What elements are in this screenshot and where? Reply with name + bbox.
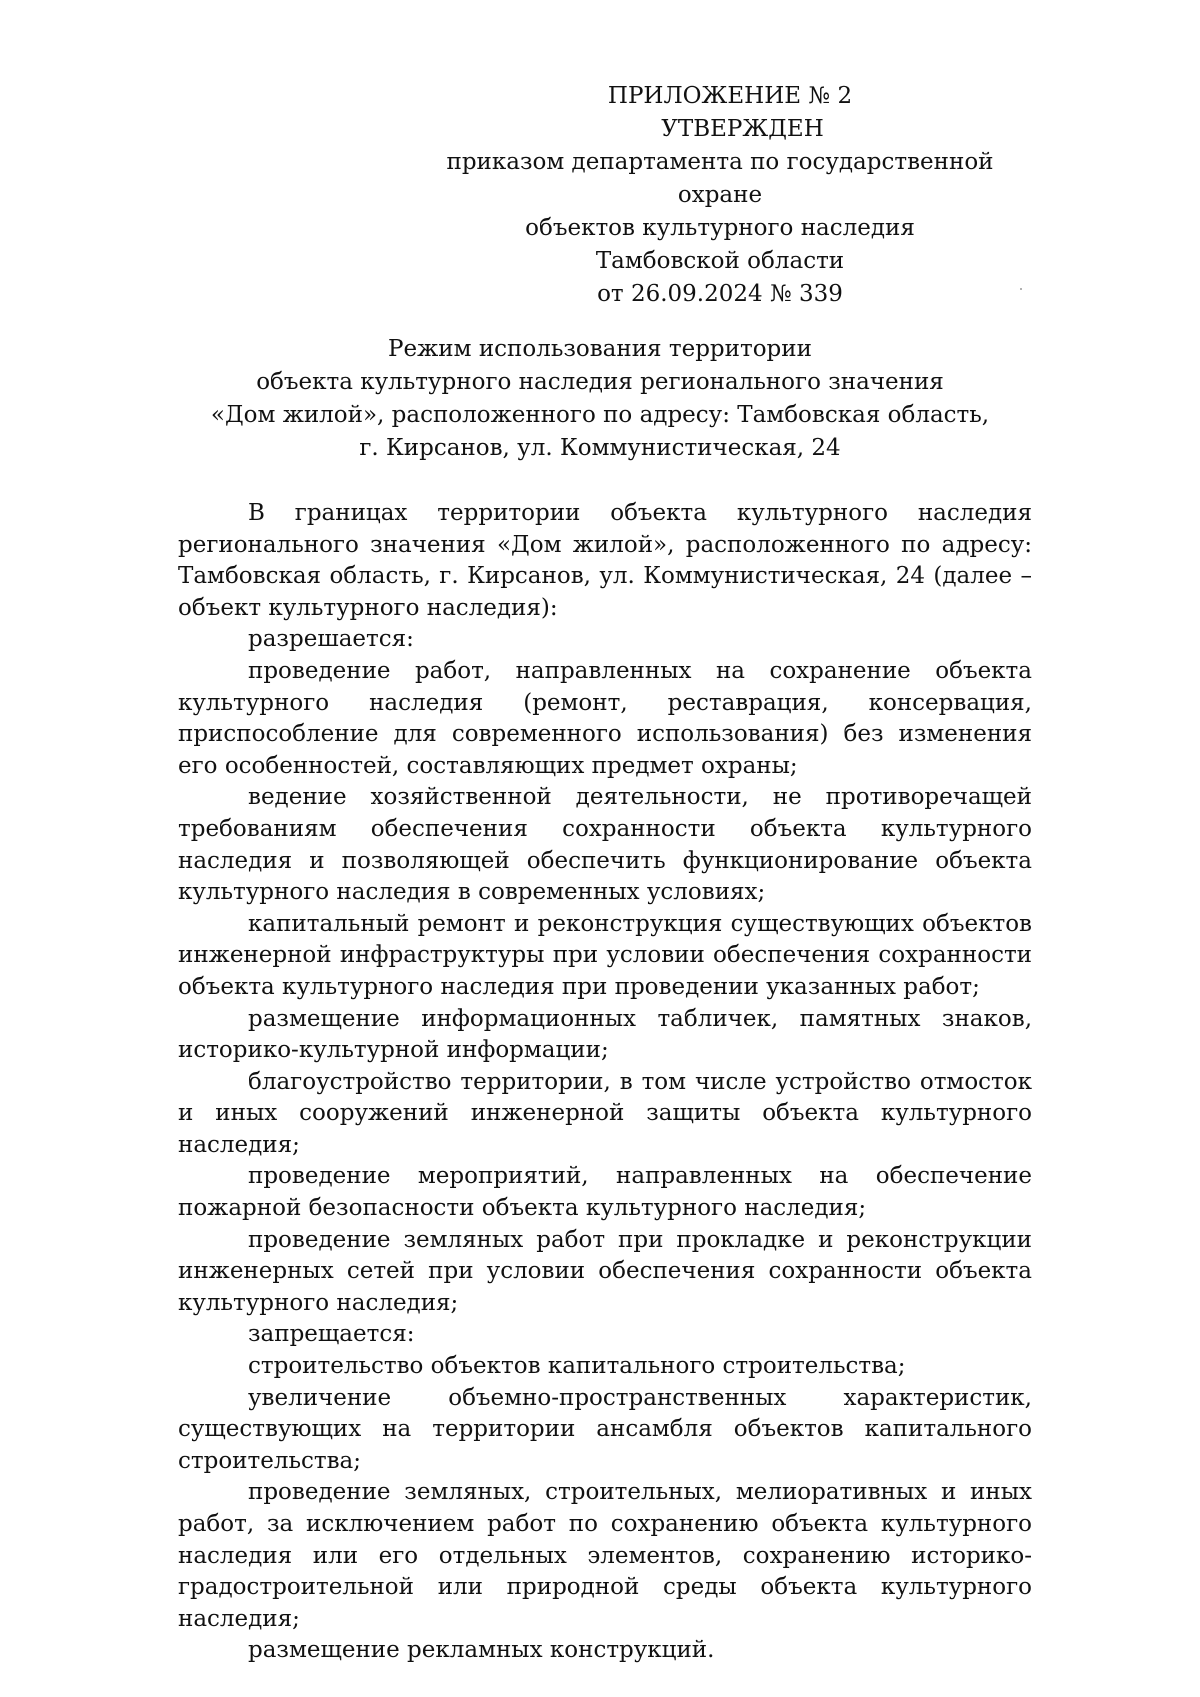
approved-label: УТВЕРЖДЕН (661, 116, 824, 142)
allowed-item: проведение работ, направленных на сохранение объекта культурного наследия (ремонт, реставрация, консервация, приспособление для современного использования) без изменения его особенностей, составляющих предмет охраны; (178, 657, 1032, 779)
allowed-item: проведение мероприятий, направленных на обеспечение пожарной безопасности объекта культурного наследия; (178, 1163, 1032, 1222)
allowed-item: капитальный ремонт и реконструкция существующих объектов инженерной инфраструктуры при условии обеспечения сохранности объекта культурного наследия при проведении указанных работ; (178, 910, 1032, 1000)
allowed-item: благоустройство территории, в том числе устройство отмосток и иных сооружений инженерной защиты объекта культурного наследия; (178, 1068, 1032, 1158)
document-body (178, 498, 1032, 1667)
title-line: Режим использования территории (388, 336, 812, 362)
title-line: г. Кирсанов, ул. Коммунистическая, 24 (359, 435, 841, 461)
allowed-item: проведение земляных работ при прокладке и реконструкции инженерных сетей при условии обеспечения сохранности объекта культурного наследия; (178, 1226, 1032, 1316)
forbidden-item: увеличение объемно-пространственных характеристик, существующих на территории ансамбля объектов капитального строительства; (178, 1384, 1032, 1474)
allowed-item: размещение информационных табличек, памятных знаков, историко-культурной информации; (178, 1005, 1032, 1064)
title-line: «Дом жилой», расположенного по адресу: Тамбовская область, (210, 402, 990, 428)
approval-date-number: от 26.09.2024 № 339 (597, 281, 843, 307)
forbidden-label: запрещается: (248, 1321, 415, 1348)
approval-region-line: Тамбовской области (595, 248, 845, 274)
document-title (160, 333, 1040, 465)
forbidden-item: проведение земляных, строительных, мелиоративных и иных работ, за исключением работ по сохранению объекта культурного наследия или его отдельных элементов, сохранению историко-градостроительной или природной среды объекта культурного наследия; (178, 1479, 1032, 1632)
forbidden-item: строительство объектов капитального строительства; (248, 1353, 906, 1380)
approval-stamp-block (420, 80, 1020, 311)
scan-speck (1020, 288, 1022, 290)
allowed-label: разрешается: (248, 626, 414, 653)
intro-paragraph: В границах территории объекта культурного наследия регионального значения «Дом жилой», расположенного по адресу: Тамбовская область, г. Кирсанов, ул. Коммунистическая, 24 (далее – объект культурного наследия): (178, 500, 1032, 621)
title-line: объекта культурного наследия регионального значения (256, 369, 944, 395)
forbidden-item: размещение рекламных конструкций. (248, 1637, 715, 1664)
appendix-number: ПРИЛОЖЕНИЕ № 2 (607, 83, 853, 109)
allowed-item: ведение хозяйственной деятельности, не противоречащей требованиям обеспечения сохранности объекта культурного наследия и позволяющей обеспечить функционирование объекта культурного наследия в современных условиях; (178, 784, 1032, 906)
approval-department-line: объектов культурного наследия (525, 215, 915, 241)
approval-order-line: приказом департамента по государственной охране (446, 149, 994, 208)
